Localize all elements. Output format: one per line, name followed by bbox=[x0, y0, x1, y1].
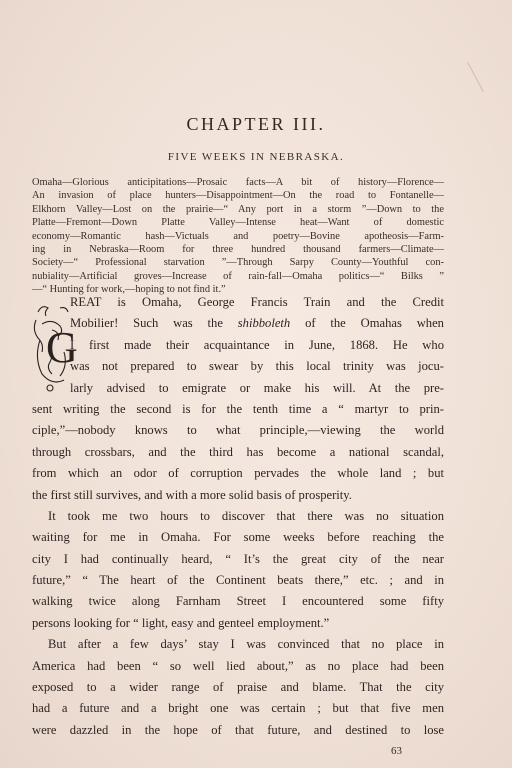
paragraph-2-line: waiting for me in Omaha. For some weeks before reaching the bbox=[32, 530, 444, 545]
drop-cap-letter: G bbox=[46, 323, 78, 372]
italic-word: shibboleth bbox=[237, 316, 291, 331]
text-run: of the Omahas when bbox=[290, 316, 444, 331]
paragraph-1-line: REAT is Omaha, George Francis Train and the Credit bbox=[70, 295, 444, 309]
paragraph-1-line-with-italic bbox=[32, 313, 444, 334]
paragraph-2-line: future,” “ The heart of the Continent beats there,” etc. ; and in bbox=[32, 573, 444, 588]
paragraph-2-line: walking twice along Farnham Street I encountered some fifty bbox=[32, 594, 444, 609]
paragraph-1-line: was not prepared to swear by this local trinity was jocu- bbox=[70, 359, 444, 374]
text-run: Mobilier! Such was the bbox=[70, 316, 238, 331]
paragraph-1-line: the first still survives, and with a more solid basis of prosperity. bbox=[32, 487, 352, 502]
synopsis-line: Society—“ Professional starvation ”—Through Sarpy County—Youthful con- bbox=[32, 257, 444, 269]
paragraph-3-line: were dazzled in the hope of that future, and destined to lose bbox=[32, 722, 444, 737]
paragraph-1-line: through crossbars, and the third has become a national scandal, bbox=[32, 444, 444, 459]
paragraph-3-line: But after a few days’ stay I was convinced that no place in bbox=[48, 637, 444, 652]
synopsis-line: nubiality—Artificial groves—Increase of rain-fall—Omaha politics—“ Bilks ” bbox=[32, 270, 444, 282]
paragraph-1-line: from which an odor of corruption pervades the whole land ; but bbox=[32, 466, 444, 481]
paragraph-1-line: sent writing the second is for the tenth time a “ martyr to prin- bbox=[32, 401, 444, 416]
paragraph-3-line: America had been “ so well lied about,” as no place had been bbox=[32, 658, 444, 673]
chapter-subtitle: FIVE WEEKS IN NEBRASKA. bbox=[167, 151, 345, 163]
chapter-title: CHAPTER III. bbox=[186, 114, 326, 134]
page-number: 63 bbox=[391, 745, 402, 757]
body-text bbox=[32, 292, 444, 741]
synopsis-line: Omaha—Glorious anticipitations—Prosaic facts—A bit of history—Florence— bbox=[32, 177, 444, 188]
paragraph-1-line: larly advised to emigrate or make his will. At the pre- bbox=[70, 380, 444, 395]
paragraph-2-line: persons looking for “ light, easy and genteel employment.” bbox=[32, 615, 330, 630]
chapter-synopsis bbox=[32, 176, 444, 297]
page-edge-mark bbox=[467, 62, 484, 92]
synopsis-line: —“ Hunting for work,—hoping to not find it.” bbox=[32, 284, 226, 296]
paragraph-3-line: exposed to a wider range of praise and blame. That the city bbox=[32, 680, 444, 695]
synopsis-line: Platte—Fremont—Down Platte Valley—Intense heat—Want of domestic bbox=[32, 217, 444, 229]
paragraph-3-line: had a future and a bright one was certain ; but that five men bbox=[32, 701, 444, 716]
paragraph-2-line: It took me two hours to discover that there was no situation bbox=[48, 508, 444, 523]
paragraph-1-line: ciple,”—nobody knows to what principle,—viewing the world bbox=[32, 423, 444, 438]
paragraph-2-line: city I had continually heard, “ It’s the great city of the near bbox=[32, 551, 444, 566]
synopsis-line: ing in Nebraska—Room for three hundred thousand farmers—Climate— bbox=[32, 244, 444, 256]
paragraph-1-line: I first made their acquaintance in June, 1868. He who bbox=[70, 337, 444, 352]
synopsis-line: An invasion of place hunters—Disappointment—On the road to Fontanelle— bbox=[32, 190, 444, 202]
synopsis-line: economy—Romantic hash—Victuals and poetry—Bovine apotheosis—Farm- bbox=[32, 230, 444, 242]
synopsis-line: Elkhorn Valley—Lost on the prairie—“ Any port in a storm ”—Down to the bbox=[32, 203, 444, 215]
